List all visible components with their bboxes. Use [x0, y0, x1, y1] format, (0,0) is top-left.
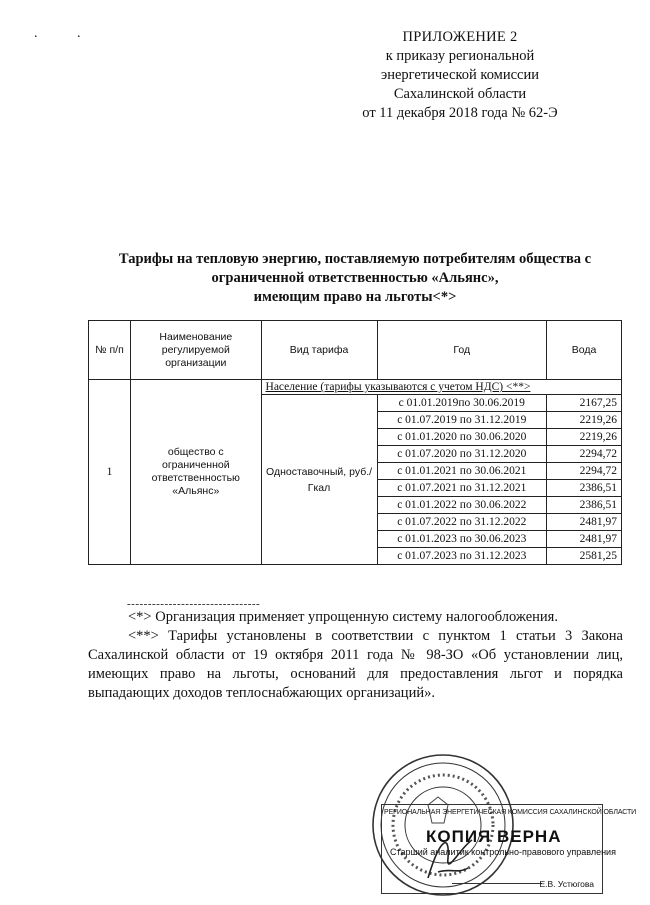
value-cell: 2581,25: [547, 548, 622, 565]
appendix-title: ПРИЛОЖЕНИЕ 2: [402, 29, 518, 45]
title-line-3: имеющим право на льготы<*>: [253, 289, 457, 305]
title-line-2: ограниченной ответственностью «Альянс»,: [211, 270, 499, 286]
header-period: Год: [377, 321, 546, 380]
population-label: [261, 380, 621, 395]
certification-org: РЕГИОНАЛЬНАЯ ЭНЕРГЕТИЧЕСКАЯ КОМИССИЯ САХАЛИНСКОЙ ОБЛАСТИ: [384, 809, 637, 816]
period-cell: с 01.07.2023 по 31.12.2023: [377, 548, 546, 565]
header-org: Наименование регулируемой организации: [131, 321, 261, 380]
value-cell: 2481,97: [547, 531, 622, 548]
value-cell: 2219,26: [547, 412, 622, 429]
tariff-type: Одноставочный, руб./Гкал: [261, 395, 377, 565]
appendix-line-4: от 11 декабря 2018 года № 62-Э: [362, 105, 558, 121]
population-text: Население (тарифы указываются с учетом НДС) <**>: [265, 381, 531, 393]
period-cell: с 01.07.2022 по 31.12.2022: [377, 514, 546, 531]
value-cell: 2167,25: [547, 395, 622, 412]
value-cell: 2294,72: [547, 463, 622, 480]
certification-stamp: [381, 804, 637, 894]
period-cell: с 01.01.2023 по 30.06.2023: [377, 531, 546, 548]
period-cell: с 01.01.2021 по 30.06.2021: [377, 463, 546, 480]
appendix-line-2: энергетической комиссии: [380, 67, 540, 83]
tariff-table: [88, 320, 622, 565]
header-num: № п/п: [89, 321, 131, 380]
table-header-row: [89, 321, 622, 380]
certification-name: Е.В. Устюгова: [539, 879, 594, 889]
period-cell: с 01.07.2019 по 31.12.2019: [377, 412, 546, 429]
header-value: Вода: [547, 321, 622, 380]
period-cell: с 01.01.2020 по 30.06.2020: [377, 429, 546, 446]
appendix-header: [300, 28, 620, 123]
value-cell: 2294,72: [547, 446, 622, 463]
signature-icon: [420, 828, 480, 888]
certification-position: Старший аналитик контрольно-правового управления: [390, 847, 616, 857]
row-number: 1: [89, 380, 131, 565]
period-cell: с 01.01.2022 по 30.06.2022: [377, 497, 546, 514]
value-cell: 2386,51: [547, 497, 622, 514]
value-cell: 2481,97: [547, 514, 622, 531]
period-cell: с 01.07.2020 по 31.12.2020: [377, 446, 546, 463]
scan-marks: . .: [34, 26, 99, 41]
value-cell: 2386,51: [547, 480, 622, 497]
appendix-line-1: к приказу региональной: [385, 48, 535, 64]
title-line-1: Тарифы на тепловую энергию, поставляемую потребителям общества с: [118, 251, 592, 267]
document-title: [60, 250, 650, 307]
org-name: общество с ограниченной ответственностью «Альянс»: [131, 380, 261, 565]
period-cell: с 01.01.2019по 30.06.2019: [377, 395, 546, 412]
population-row: [89, 380, 622, 395]
footnotes: [88, 608, 623, 703]
header-type: Вид тарифа: [261, 321, 377, 380]
footnote-2: <**> Тарифы установлены в соответствии с пунктом 1 статьи 3 Закона Сахалинской области от 19 октября 2011 года № 98-ЗО «Об установлении лиц, имеющих право на льготы, оснований для предоставления льгот и порядка выпадающих доходов теплоснабжающих организаций».: [88, 628, 623, 701]
footnote-1: <*> Организация применяет упрощенную систему налогообложения.: [128, 609, 558, 625]
value-cell: 2219,26: [547, 429, 622, 446]
certification-copy: КОПИЯ ВЕРНА: [426, 827, 562, 846]
period-cell: с 01.07.2021 по 31.12.2021: [377, 480, 546, 497]
appendix-line-3: Сахалинской области: [393, 86, 527, 102]
footnote-separator: --------------------------------: [127, 598, 261, 610]
